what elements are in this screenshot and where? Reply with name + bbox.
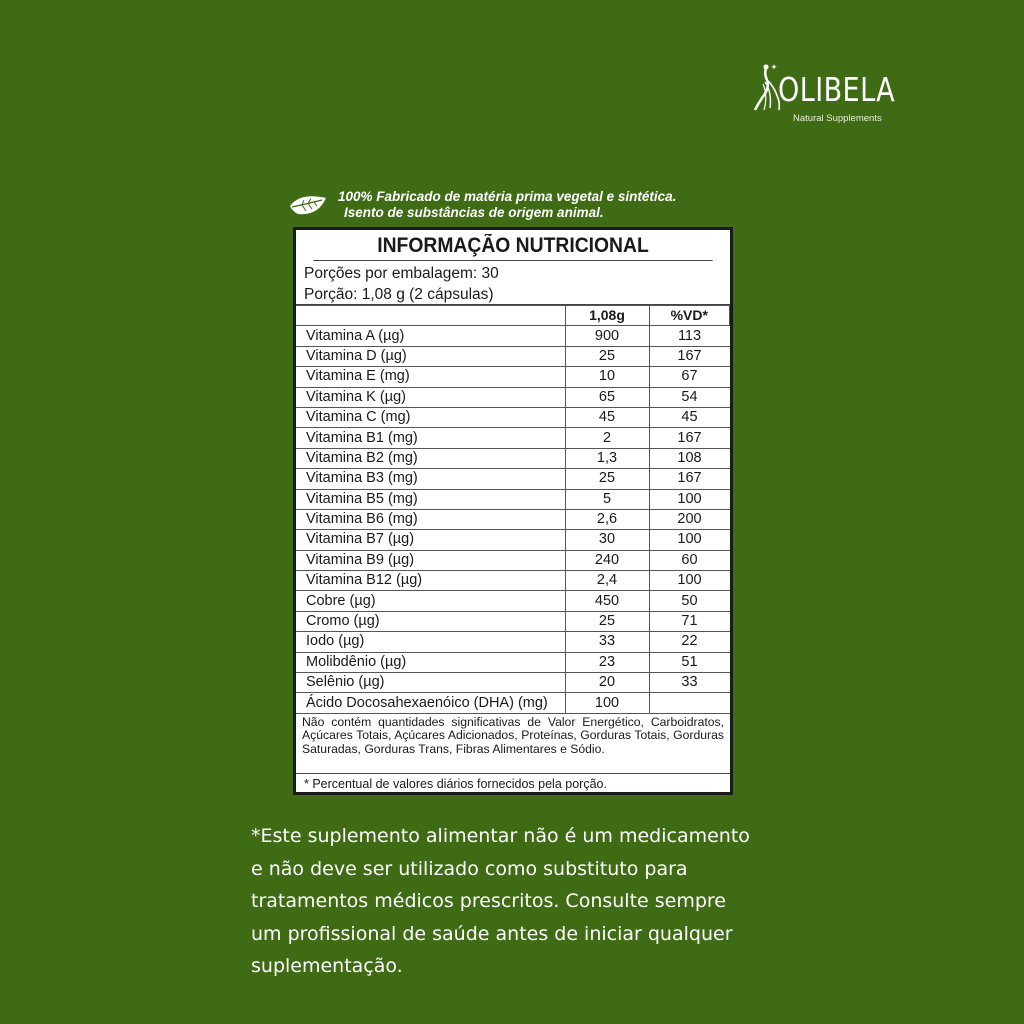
nutrient-daily-value: 33 xyxy=(649,673,730,693)
column-header-nutrient xyxy=(296,306,565,326)
brand-logo xyxy=(752,58,912,128)
nutrient-name: Vitamina B3 (mg) xyxy=(296,469,565,489)
nutrient-daily-value: 200 xyxy=(649,509,730,529)
table-row xyxy=(296,326,730,346)
table-row xyxy=(296,652,730,672)
leaf-icon xyxy=(288,192,328,218)
table-row xyxy=(296,571,730,591)
nutrient-amount: 5 xyxy=(565,489,649,509)
table-row xyxy=(296,387,730,407)
table-row xyxy=(296,530,730,550)
nutrient-name: Vitamina A (µg) xyxy=(296,326,565,346)
disclaimer-line: suplementação. xyxy=(251,955,403,977)
nutrient-amount: 65 xyxy=(565,387,649,407)
nutrient-amount: 25 xyxy=(565,611,649,631)
table-row xyxy=(296,632,730,652)
nutrient-amount: 900 xyxy=(565,326,649,346)
nutrient-name: Vitamina B2 (mg) xyxy=(296,448,565,468)
nutrient-name: Vitamina K (µg) xyxy=(296,387,565,407)
nutrient-name: Vitamina B12 (µg) xyxy=(296,571,565,591)
nutrient-daily-value: 60 xyxy=(649,550,730,570)
disclaimer-line: tratamentos médicos prescritos. Consulte sempre xyxy=(251,890,726,912)
nutrient-amount: 2,6 xyxy=(565,509,649,529)
nutrition-title: INFORMAÇÃO NUTRICIONAL xyxy=(313,230,712,261)
nutrient-amount: 23 xyxy=(565,652,649,672)
table-row xyxy=(296,591,730,611)
table-row xyxy=(296,428,730,448)
nutrient-name: Vitamina D (µg) xyxy=(296,346,565,366)
nutrient-amount: 1,3 xyxy=(565,448,649,468)
disclaimer-line: e não deve ser utilizado como substituto para xyxy=(251,857,688,880)
not-significant-note: Não contém quantidades significativas de Valor Energético, Carboidratos, Açúcares Totais, Açúcares Adicionados, Proteínas, Gorduras Totais, Gorduras Saturadas, Gorduras Trans, Fibras Alimentares e Sódio. xyxy=(296,714,730,774)
nutrient-daily-value: 167 xyxy=(649,428,730,448)
table-row xyxy=(296,509,730,529)
nutrition-facts-panel xyxy=(293,227,733,795)
table-header-row xyxy=(296,306,730,326)
brand-wordmark: OLIBELA xyxy=(778,70,896,109)
nutrient-name: Vitamina B5 (mg) xyxy=(296,489,565,509)
table-row xyxy=(296,673,730,693)
nutrient-daily-value: 50 xyxy=(649,591,730,611)
column-header-daily-value: %VD* xyxy=(649,306,730,326)
nutrient-daily-value: 113 xyxy=(649,326,730,346)
nutrient-daily-value: 22 xyxy=(649,632,730,652)
serving-size: Porção: 1,08 g (2 cápsulas) xyxy=(304,286,494,303)
nutrient-daily-value: 54 xyxy=(649,387,730,407)
vegan-notice xyxy=(288,186,758,222)
column-header-amount: 1,08g xyxy=(565,306,649,326)
nutrient-amount: 25 xyxy=(565,469,649,489)
disclaimer-line: *Este suplemento alimentar não é um medicamento xyxy=(251,825,750,847)
nutrient-daily-value xyxy=(649,693,730,713)
nutrient-daily-value: 67 xyxy=(649,367,730,387)
nutrient-name: Cromo (µg) xyxy=(296,611,565,631)
nutrient-name: Ácido Docosahexaenóico (DHA) (mg) xyxy=(296,693,565,713)
notice-line-1: 100% Fabricado de matéria prima vegetal e sintética. xyxy=(338,189,677,204)
nutrient-daily-value: 100 xyxy=(649,489,730,509)
nutrient-amount: 33 xyxy=(565,632,649,652)
nutrient-amount: 45 xyxy=(565,407,649,427)
nutrient-amount: 100 xyxy=(565,693,649,713)
nutrient-name: Iodo (µg) xyxy=(296,632,565,652)
nutrient-amount: 240 xyxy=(565,550,649,570)
nutrient-name: Vitamina C (mg) xyxy=(296,407,565,427)
nutrient-amount: 25 xyxy=(565,346,649,366)
nutrient-name: Vitamina B6 (mg) xyxy=(296,509,565,529)
nutrient-amount: 2,4 xyxy=(565,571,649,591)
nutrient-name: Molibdênio (µg) xyxy=(296,652,565,672)
nutrient-name: Vitamina B9 (µg) xyxy=(296,550,565,570)
servings-per-package: Porções por embalagem: 30 xyxy=(304,265,499,282)
nutrient-amount: 2 xyxy=(565,428,649,448)
brand-tagline: Natural Supplements xyxy=(793,113,882,124)
table-row xyxy=(296,367,730,387)
table-row xyxy=(296,448,730,468)
table-row xyxy=(296,550,730,570)
disclaimer-line: um profissional de saúde antes de iniciar qualquer xyxy=(251,922,733,945)
nutrient-daily-value: 51 xyxy=(649,652,730,672)
nutrient-name: Vitamina B1 (mg) xyxy=(296,428,565,448)
table-row xyxy=(296,489,730,509)
nutrition-table xyxy=(296,305,730,714)
portion-info xyxy=(296,261,730,305)
table-row xyxy=(296,346,730,366)
nutrient-daily-value: 108 xyxy=(649,448,730,468)
table-row xyxy=(296,611,730,631)
supplement-disclaimer xyxy=(251,820,791,983)
table-row xyxy=(296,469,730,489)
nutrient-daily-value: 167 xyxy=(649,346,730,366)
nutrient-name: Vitamina E (mg) xyxy=(296,367,565,387)
table-row xyxy=(296,407,730,427)
table-row xyxy=(296,693,730,713)
notice-line-2: Isento de substâncias de origem animal. xyxy=(344,205,604,220)
nutrient-daily-value: 100 xyxy=(649,530,730,550)
nutrient-amount: 20 xyxy=(565,673,649,693)
nutrient-daily-value: 45 xyxy=(649,407,730,427)
daily-value-note: * Percentual de valores diários fornecidos pela porção. xyxy=(304,776,607,791)
nutrient-amount: 450 xyxy=(565,591,649,611)
nutrient-daily-value: 71 xyxy=(649,611,730,631)
nutrient-amount: 30 xyxy=(565,530,649,550)
nutrient-amount: 10 xyxy=(565,367,649,387)
nutrient-daily-value: 100 xyxy=(649,571,730,591)
nutrient-name: Vitamina B7 (µg) xyxy=(296,530,565,550)
nutrient-daily-value: 167 xyxy=(649,469,730,489)
nutrient-name: Cobre (µg) xyxy=(296,591,565,611)
nutrient-name: Selênio (µg) xyxy=(296,673,565,693)
